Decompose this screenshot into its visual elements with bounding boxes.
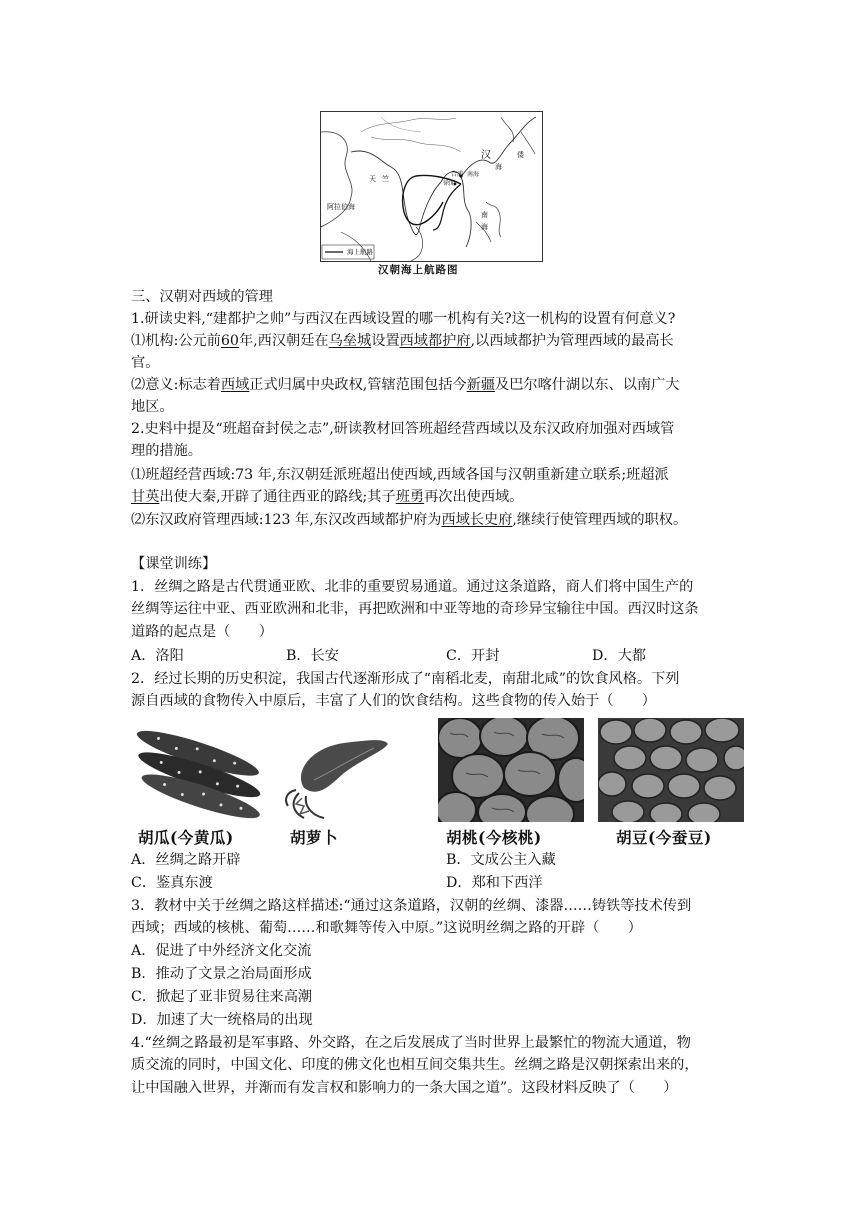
section-heading: 三、汉朝对西域的管理 <box>131 289 273 305</box>
question-1: 1.研读史料,“建都护之帅”与西汉在西域设置的哪一机构有关?这一机构的设置有何意义? <box>131 311 676 327</box>
answer-b2 <box>131 510 687 530</box>
q1-option-a: A．洛阳 <box>131 648 184 664</box>
q1-option-b: B．长安 <box>286 648 339 664</box>
map-drawing <box>321 112 542 261</box>
q3-option-b: B．推动了文景之治局面形成 <box>131 966 312 982</box>
map-legend-label: 海上航路 <box>347 248 373 256</box>
underlined-org: 西域都护府 <box>399 333 471 349</box>
map-label-hai: 海 <box>495 163 502 171</box>
underlined-name: 班勇 <box>395 489 425 505</box>
cucumber-image <box>131 718 277 822</box>
answer-b1-line-1: ⑴班超经营西域:73 年,东汉朝廷派班超出使西域,西域各国与汉朝重新建立联系;班超派 <box>131 467 669 483</box>
question-2-line-2: 理的措施。 <box>131 443 202 459</box>
q1-line-1: 1．丝绸之路是古代贯通亚欧、北非的重要贸易通道。通过这条道路，商人们将中国生产的 <box>131 579 694 595</box>
q3-option-a: A．促进了中外经济文化交流 <box>131 943 312 959</box>
q1-option-d: D．大都 <box>592 648 646 664</box>
q3-option-d: D．加速了大一统格局的出现 <box>131 1012 313 1028</box>
q4-line-2: 质交流的同时，中国文化、印度的佛文化也相互间交集共生。丝绸之路是汉朝探索出来的， <box>131 1057 699 1073</box>
underlined-year: 60 <box>220 333 239 349</box>
answer-1-line-2: 官。 <box>131 355 160 371</box>
q3-line-2: 西域；西域的核桃、葡萄……和歌舞等传入中原。”这说明丝绸之路的开辟（ ） <box>131 920 642 936</box>
q2-option-c: C．鉴真东渡 <box>131 875 213 891</box>
q4-line-1: 4.“丝绸之路最初是军事路、外交路，在之后发展成了当时世界上最繁忙的物流大通道，物 <box>131 1035 691 1051</box>
q4-line-3: 让中国融入世界，并渐而有发言权和影响力的一条大国之道”。这段材料反映了（ ） <box>131 1080 678 1096</box>
question-2-line-1: 2.史料中提及“班超奋封侯之志”,研读教材回答班超经营西域以及东汉政府加强对西域管 <box>131 421 675 437</box>
han-sea-route-map <box>320 111 543 262</box>
text: 设置 <box>371 333 400 349</box>
q2-line-1: 2．经过长期的历史积淀，我国古代逐渐形成了“南稻北麦，南甜北咸”的饮食风格。下列 <box>131 671 680 687</box>
q2-option-a: A．丝绸之路开辟 <box>131 852 241 868</box>
answer-1-line-1 <box>131 331 674 351</box>
q2-option-b: B．文成公主入藏 <box>446 852 556 868</box>
practice-heading: 【课堂训练】 <box>131 556 217 572</box>
text: ⑴机构:公元前 <box>131 333 221 349</box>
q1-line-2: 丝绸等运往中亚、西亚欧洲和北非，再把欧洲和中亚等地的奇珍异宝输往中国。西汉时这条 <box>131 601 699 617</box>
map-label-hepu: 合浦 <box>451 171 464 178</box>
answer-2-line-2: 地区。 <box>131 399 174 415</box>
text: ,继续行使管理西域的职权。 <box>512 512 688 528</box>
broad-bean-image <box>598 718 744 822</box>
map-label-wo: 倭 <box>517 151 524 159</box>
text: 出使大秦,开辟了通往西亚的路线;其子 <box>159 489 396 505</box>
food-label-cucumber: 胡瓜(今黄瓜) <box>138 828 234 847</box>
text: 年,西汉朝廷在 <box>238 333 329 349</box>
answer-2-line-1 <box>131 375 679 395</box>
walnut-image <box>438 718 584 822</box>
carrot-image <box>284 718 400 822</box>
q2-line-2: 源自西域的食物传入中原后，丰富了人们的饮食结构。这些食物的传入始于（ ） <box>131 693 656 709</box>
answer-b1-line-2 <box>131 487 523 507</box>
map-label-tianzhu: 天竺 <box>369 175 395 183</box>
map-label-xuwen: 徐闻 <box>443 180 456 187</box>
text: 及巴尔喀什湖以东、以南广大 <box>495 377 680 393</box>
map-label-nanhai: 南海 <box>467 171 480 178</box>
text: 再次出使西域。 <box>424 489 524 505</box>
map-label-arabian-sea: 阿拉伯海 <box>327 203 355 211</box>
map-caption: 汉朝海上航路图 <box>378 264 459 276</box>
text: ,以西域都护为管理西域的最高长 <box>470 333 674 349</box>
q3-line-1: 3．教材中关于丝绸之路这样描述:“通过这条道路，汉朝的丝绸、漆器……铸铁等技术传到 <box>131 898 692 914</box>
underlined-org: 西域长史府 <box>441 512 513 528</box>
text: ⑵意义:标志着 <box>131 377 221 393</box>
q3-option-c: C．掀起了亚非贸易往来高潮 <box>131 989 313 1005</box>
q1-line-3: 道路的起点是（ ） <box>131 624 273 640</box>
map-label-nan: 南 <box>481 211 488 219</box>
food-label-broad-bean: 胡豆(今蚕豆) <box>616 828 712 847</box>
underlined-name: 甘英 <box>131 489 160 505</box>
underlined-place: 乌垒城 <box>328 333 372 349</box>
map-label-han: 汉 <box>481 150 491 161</box>
food-label-walnut: 胡桃(今核桃) <box>446 828 542 847</box>
underlined-place: 新疆 <box>466 377 496 393</box>
text: ⑵东汉政府管理西域:123 年,东汉改西域都护府为 <box>131 512 442 528</box>
map-label-hai2: 海 <box>481 223 488 231</box>
food-label-carrot: 胡萝卜 <box>290 828 339 847</box>
underlined-region: 西域 <box>220 377 250 393</box>
text: 正式归属中央政权,管辖范围包括今 <box>249 377 467 393</box>
q2-option-d: D．郑和下西洋 <box>446 875 543 891</box>
q1-option-c: C．开封 <box>446 648 500 664</box>
